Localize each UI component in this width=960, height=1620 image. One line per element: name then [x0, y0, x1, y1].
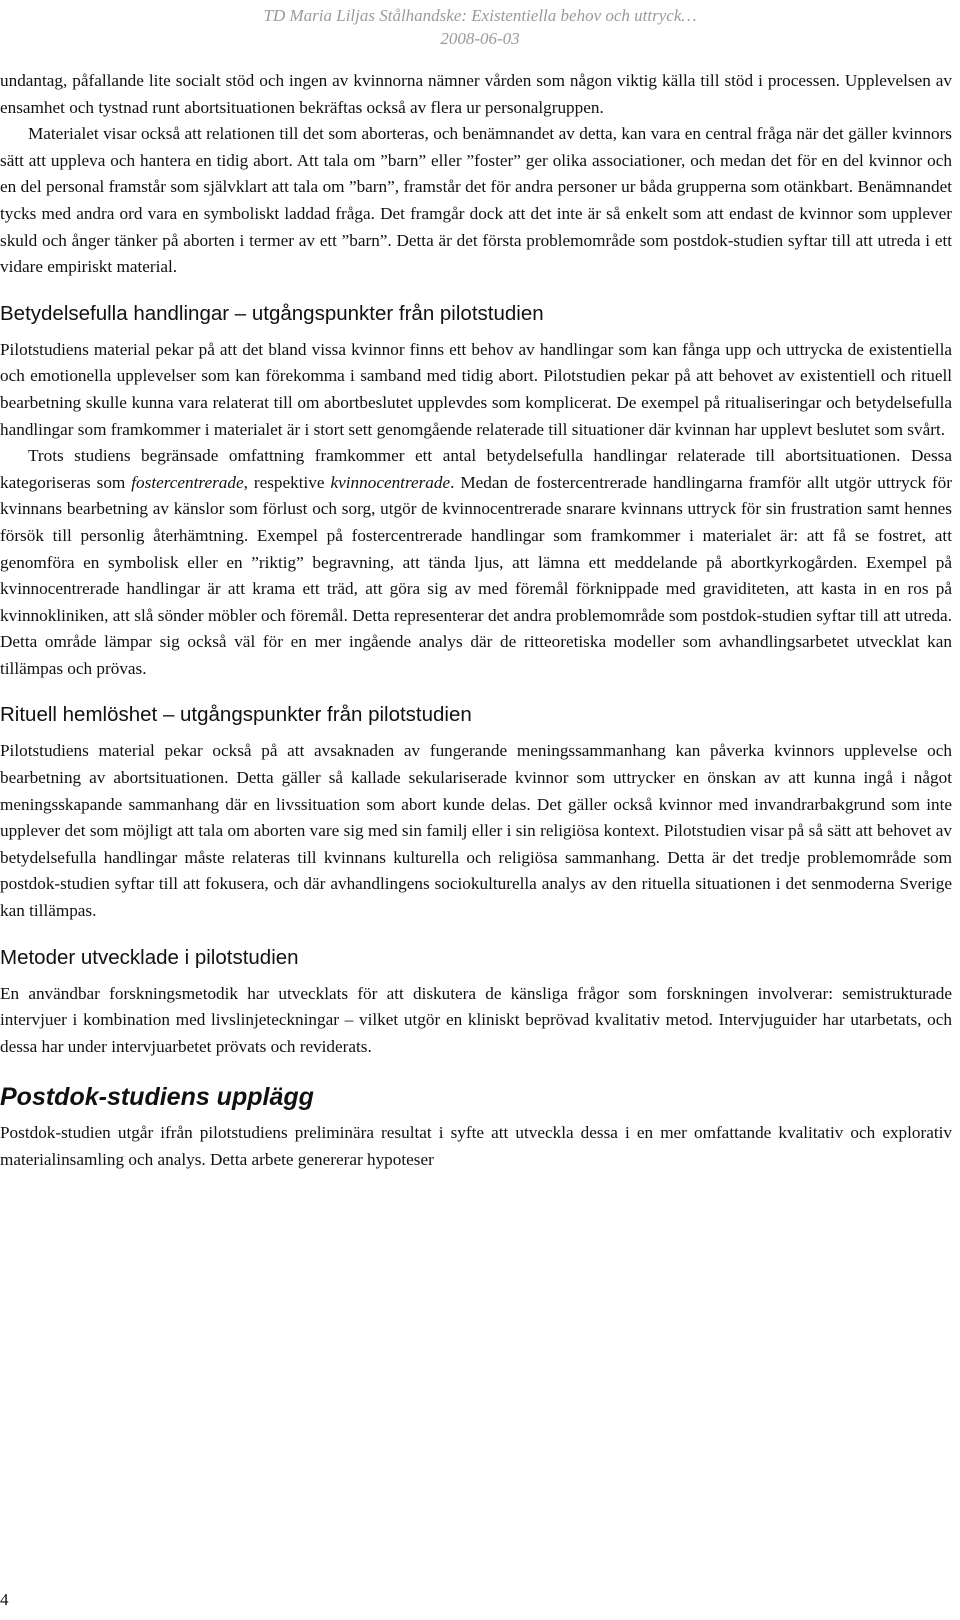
- paragraph: En användbar forskningsmetodik har utvecklats för att diskutera de känsliga frågor som forskningen involverar: semistrukturade intervjuer i kombination med livslinjeteckningar – vilket utgör en kliniskt beprövad kvalitativ metod. Intervjuguider har utarbetats, och dessa har under intervjuarbetet prövats och reviderats.: [0, 983, 952, 1056]
- header-title: TD Maria Liljas Stålhandske: Existentiella behov och uttryck…: [263, 6, 697, 25]
- running-header: [0, 0, 960, 50]
- paragraph: Postdok-studien utgår ifrån pilotstudiens preliminära resultat i syfte att utveckla dessa i en mer omfattande kvalitativ och explorativ materialinsamling och analys. Detta arbete genererar hypoteser: [0, 1123, 952, 1169]
- text-span: Trots studiens begränsade omfattning framkommer ett antal betydelsefulla handlingar relaterade till abortsituationen. Dessa kategoriseras som: [0, 446, 952, 492]
- paragraph: undantag, påfallande lite socialt stöd och ingen av kvinnorna nämner vården som någon viktig källa till stöd i processen. Upplevelsen av ensamhet och tystnad runt abortsituationen bekräftas också av flera ur personalgruppen.: [0, 71, 952, 117]
- italic-term: kvinnocentrerade: [330, 472, 451, 492]
- paragraph: [0, 443, 952, 682]
- section-heading: Betydelsefulla handlingar – utgångspunkter från pilotstudien: [0, 301, 544, 325]
- section-heading: Rituell hemlöshet – utgångspunkter från pilotstudien: [0, 703, 472, 727]
- italic-term: fostercentrerade: [131, 472, 244, 492]
- paragraph: Materialet visar också att relationen till det som aborteras, och benämnandet av detta, kan vara en central fråga när det gäller kvinnors sätt att uppleva och hantera en tidig abort. Att tala om ”barn” eller ”foster” ger olika associationer, och medan det för en del kvinnor och en del personal framstår som självklart att tala om ”barn”, framstår det för andra personer ur båda grupperna som otänkbart. Benämnandet tycks med andra ord vara en symboliskt laddad fråga. Det framgår dock att det inte är så enkelt som att endast de kvinnor som upplever skuld och ånger tänker på aborten i termer av ett ”barn”. Detta är det första problemområde som postdok-studien syftar till att utreda i ett vidare empiriskt material.: [0, 124, 952, 277]
- chapter-heading: Postdok-studiens upplägg: [0, 1083, 314, 1112]
- paragraph: Pilotstudiens material pekar också på att avsaknaden av fungerande meningssammanhang kan påverka kvinnors upplevelse och bearbetning av abortsituationen. Detta gäller så kallade sekulariserade kvinnor som uttrycker en önskan av att kunna ingå i något meningsskapande sammanhang där en livssituation som abort kunde delas. Det gäller också kvinnor med invandrarbakgrund som inte upplever det som möjligt att tala om aborten vare sig med sin familj eller i sin religiösa kontext. Pilotstudien visar på så sätt att behovet av betydelsefulla handlingar måste relateras till kvinnans kulturella och religiösa sammanhang. Detta är det tredje problemområde som postdok-studien syftar till att fokusera, och där avhandlingens sociokulturella analys av den rituella situationen i det senmoderna Sverige kan tillämpas.: [0, 741, 952, 921]
- section-heading: Metoder utvecklade i pilotstudien: [0, 945, 299, 969]
- page-number: 4: [0, 1590, 9, 1609]
- text-span: . Medan de fostercentrerade handlingarna framför allt utgör uttryck för kvinnans bearbetning av känslor som förlust och sorg, utgör de kvinnocentrerade snarare kvinnans uttryck för sin frustration samt hennes försök till personlig återhämtning. Exempel på fostercentrerade handlingar som framkommer i materialet är: att få se fostret, att genomföra en symbolisk eller en ”riktig” begravning, att tända ljus, att lämna ett meddelande på abortkyrkogården. Exempel på kvinnocentrerade handlingar är att krama ett träd, att göra sig av med föremål förknippade med graviditeten, att kasta in en ros på kvinnokliniken, att slå sönder möbler och föremål. Detta representerar det andra problemområde som postdok-studien syftar till att utreda. Detta område lämpar sig också väl för en mer ingående analys där de ritteoretiska modeller som avhandlingsarbetet utvecklat kan tillämpas och prövas.: [0, 472, 952, 678]
- body-text: [0, 68, 952, 1174]
- paragraph: Pilotstudiens material pekar på att det bland vissa kvinnor finns ett behov av handlingar som kan fånga upp och uttrycka de existentiella och emotionella upplevelser som kan förekomma i samband med tidig abort. Pilotstudien pekar på att behovet av existentiell och rituell bearbetning skulle kunna vara relaterat till om abortbeslutet upplevdes som komplicerat. De exempel på ritualiseringar och betydelsefulla handlingar som framkommer i materialet är i stort sett genomgående relaterade till situationer där kvinnan har upplevt beslutet som svårt.: [0, 339, 952, 439]
- header-date: 2008-06-03: [440, 29, 520, 48]
- text-span: , respektive: [243, 472, 331, 492]
